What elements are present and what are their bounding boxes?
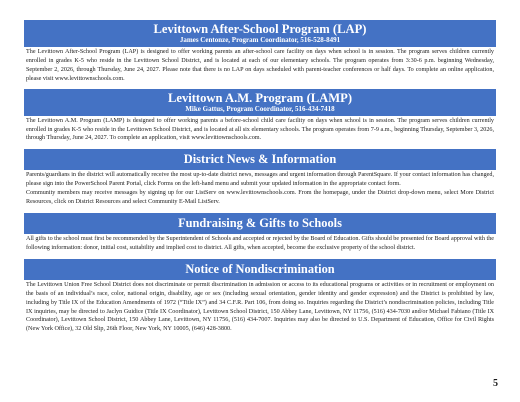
nondiscrimination-description <box>24 280 496 334</box>
lap-description <box>24 47 496 84</box>
lap-title: Levittown After-School Program (LAP) <box>153 22 367 36</box>
news-title: District News & Information <box>183 152 337 167</box>
newsletter-page <box>24 20 496 334</box>
lap-body: The Levittown After-School Program (LAP) is designed to offer working parents an after-school care facility on days when school is in session. The program serves children currently enrolled in grades K-5 who reside in the Levittown School District, and is located at each of our elementary schools. The program operates from 3:30-6 p.m. beginning Wednesday, September 2, 2026, through Thursday, June 24, 2027. Please note that there is no LAP on days scheduled with parent-teacher conferences or half days. To complete an online application, please visit www.levittownschools.com. <box>26 49 494 82</box>
lap-header <box>24 20 496 47</box>
gifts-body: All gifts to the school must first be recommended by the Superintendent of Schools and accepted or rejected by the Board of Education. Gifts should be presented for Board approval with the following information: donor, initial cost, suitability and implied cost to district. All gifts, when accepted, become the exclusive property of the school district. <box>26 235 494 251</box>
gifts-title: Fundraising & Gifts to Schools <box>178 215 342 230</box>
lamp-coordinator: Mike Gattus, Program Coordinator, 516-434-7418 <box>185 104 335 113</box>
news-header <box>24 149 496 170</box>
lamp-body: The Levittown A.M. Program (LAMP) is designed to offer working parents a before-school child care facility on days when school is in session. The program serves children currently enrolled in grades K-5 who reside in the Levittown School District, and is located at all six elementary schools. The program operates from 7-9 a.m., beginning Thursday, September 3, 2026, through Thursday, June 24, 2027. To complete an application, visit www.levittownschools.com. <box>26 117 494 142</box>
news-description <box>24 170 496 207</box>
gifts-header <box>24 213 496 234</box>
nondiscrimination-title: Notice of Nondiscrimination <box>185 261 335 276</box>
gifts-description <box>24 234 496 253</box>
nondiscrimination-header <box>24 259 496 280</box>
lamp-description <box>24 116 496 144</box>
lamp-header <box>24 89 496 116</box>
news-body-community: Community members may receive messages by signing up for our ListServ on www.levittownschools.com. From the homepage, under the District drop-down menu, select More District Resources, click on District Resources and select Community E-Mail ListServ. <box>26 190 494 206</box>
nondiscrimination-body: The Levittown Union Free School District does not discriminate or permit discrimination in admission or access to its educational programs or activities or in recruitment or employment on the basis of an individual’s race, color, national origin, disability, age or sex (including sexual orientation, gender identity and gender expression) and the District is prohibited by law, including by Title IX of the Education Amendments of 1972 (“Title IX”) and 34 C.F.R. Part 106, from doing so. Inquiries regarding the District’s nondiscrimination policies, including Title IX inquiries, may be directed to Jaclyn Guidice (Title IX Coordinator), Levittown School District, 150 Abbey Lane, Levittown, NY 11756, (516) 434-7030 and/or Michael Fabiano (Title IX Coordinator), Levittown School District, 150 Abbey Lane, Levittown, NY 11756, (516) 434-7007. Inquiries may also be directed to U.S. Department of Education, Office for Civil Rights (New York Office), 32 Old Slip, 26th Floor, New York, NY 10005, (646) 428-3800. <box>26 281 494 333</box>
lap-coordinator: James Centonze, Program Coordinator, 516-528-8491 <box>179 36 341 44</box>
page-number: 5 <box>493 378 498 389</box>
lamp-title: Levittown A.M. Program (LAMP) <box>167 90 353 105</box>
news-body-parents: Parents/guardians in the district will automatically receive the most up-to-date district news, messages and urgent information through ParentSquare. If your contact information has changed, please sign into the PowerSchool Parent Portal, click Forms on the left-hand menu and submit your updated information in the appropriate contact form. <box>26 172 494 188</box>
